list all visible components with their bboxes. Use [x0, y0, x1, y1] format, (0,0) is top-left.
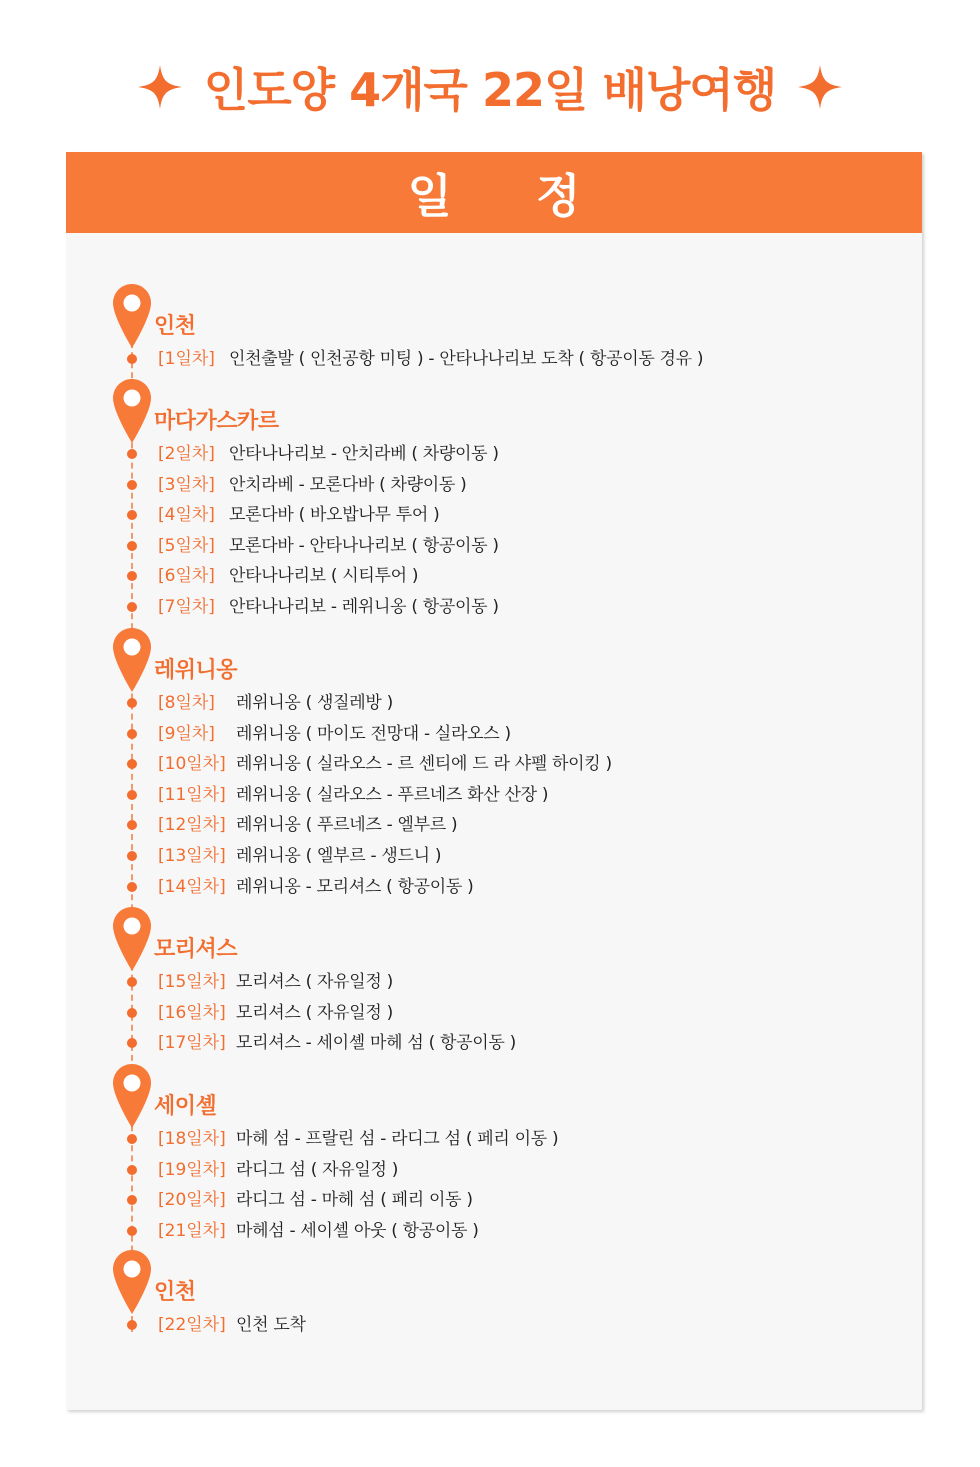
schedule-row: [66, 1187, 922, 1213]
day-label: [22일차]: [158, 1315, 226, 1335]
timeline-dot: [127, 1320, 137, 1330]
day-description: 레위니옹 - 모리셔스 ( 항공이동 ): [236, 876, 474, 897]
day-label: [15일차]: [158, 972, 226, 992]
day-description: 안타나나리보 ( 시티투어 ): [229, 566, 419, 587]
region-name: 레위니옹: [154, 658, 238, 683]
timeline-dot: [127, 790, 137, 800]
schedule-row: [66, 563, 922, 589]
timeline-dot: [127, 977, 137, 987]
page-title: [0, 52, 980, 122]
schedule-row: [66, 843, 922, 869]
timeline-dot: [127, 698, 137, 708]
day-label: [20일차]: [158, 1190, 226, 1211]
sparkle-star-icon: [798, 65, 842, 109]
schedule-row: [66, 1000, 922, 1026]
timeline-dot: [127, 1226, 137, 1236]
schedule-row: [66, 969, 922, 995]
day-description: 라디그 섬 - 마헤 섬 ( 페리 이동 ): [236, 1190, 473, 1211]
timeline-dot: [127, 1134, 137, 1144]
day-description: 라디그 섬 ( 자유일정 ): [236, 1159, 399, 1180]
day-label: [6일차]: [158, 566, 215, 587]
day-description: 마헤 섬 - 프랄린 섬 - 라디그 섬 ( 페리 이동 ): [236, 1129, 559, 1149]
schedule-row: [66, 1157, 922, 1183]
timeline-dot: [127, 571, 137, 581]
day-label: [14일차]: [158, 876, 226, 897]
day-label: [21일차]: [158, 1220, 226, 1241]
timeline-dot: [127, 851, 137, 861]
map-pin-icon: [113, 379, 151, 443]
map-pin-icon: [113, 1064, 151, 1128]
schedule-row: [66, 533, 922, 559]
day-label: [1일차]: [158, 349, 215, 369]
day-label: [7일차]: [158, 597, 215, 617]
timeline-dot: [127, 820, 137, 830]
schedule-row: [66, 690, 922, 716]
day-label: [5일차]: [158, 535, 215, 556]
day-label: [3일차]: [158, 474, 215, 495]
timeline-dot: [127, 602, 137, 612]
schedule-row: [66, 874, 922, 900]
timeline-dot: [127, 354, 137, 364]
schedule-row: [66, 441, 922, 467]
schedule-row: [66, 1030, 922, 1056]
day-label: [17일차]: [158, 1033, 226, 1054]
day-label: [8일차]: [158, 693, 215, 713]
map-pin-icon: [113, 907, 151, 971]
day-description: 레위니옹 ( 푸르네즈 - 엘부르 ): [236, 815, 458, 836]
day-description: 인천출발 ( 인천공항 미팅 ) - 안타나나리보 도착 ( 항공이동 경유 ): [229, 349, 704, 369]
day-description: 안타나나리보 - 레위니옹 ( 항공이동 ): [229, 597, 499, 617]
day-label: [4일차]: [158, 505, 215, 526]
map-pin-icon: [113, 1250, 151, 1314]
timeline-dot: [127, 449, 137, 459]
day-description: 모론다바 ( 바오밥나무 투어 ): [229, 505, 440, 526]
day-label: [13일차]: [158, 846, 226, 866]
day-label: [19일차]: [158, 1159, 226, 1180]
map-pin-icon: [113, 628, 151, 692]
day-label: [12일차]: [158, 815, 226, 836]
day-description: 레위니옹 ( 마이도 전망대 - 실라오스 ): [236, 723, 511, 744]
region-name: 인천: [154, 1280, 196, 1305]
day-description: 안치라베 - 모론다바 ( 차량이동 ): [229, 474, 467, 495]
day-description: 안타나나리보 - 안치라베 ( 차량이동 ): [229, 444, 499, 464]
map-pin-icon: [113, 284, 151, 348]
day-description: 레위니옹 ( 실라오스 - 르 센티에 드 라 샤펠 하이킹 ): [236, 754, 612, 775]
schedule-row: [66, 721, 922, 747]
day-description: 마헤섬 - 세이셸 아웃 ( 항공이동 ): [236, 1220, 479, 1241]
day-label: [18일차]: [158, 1129, 226, 1149]
schedule-row: [66, 1312, 922, 1338]
schedule-row: [66, 751, 922, 777]
timeline-dot: [127, 510, 137, 520]
schedule-banner: 일 정: [66, 152, 922, 233]
timeline-dot: [127, 541, 137, 551]
schedule-card: [66, 152, 922, 1410]
schedule-row: [66, 594, 922, 620]
day-description: 모리셔스 - 세이셸 마헤 섬 ( 항공이동 ): [236, 1033, 516, 1054]
schedule-row: [66, 472, 922, 498]
schedule-row: [66, 346, 922, 372]
schedule-row: [66, 1218, 922, 1244]
day-description: 모리셔스 ( 자유일정 ): [236, 1002, 393, 1023]
day-label: [2일차]: [158, 444, 215, 464]
timeline-dot: [127, 729, 137, 739]
day-description: 레위니옹 ( 엘부르 - 생드니 ): [236, 846, 442, 866]
day-description: 레위니옹 ( 실라오스 - 푸르네즈 화산 산장 ): [236, 784, 549, 805]
region-name: 모리셔스: [154, 937, 238, 962]
schedule-row: [66, 812, 922, 838]
day-description: 레위니옹 ( 생질레방 ): [236, 693, 393, 713]
timeline-dot: [127, 1038, 137, 1048]
timeline-dot: [127, 480, 137, 490]
timeline-dot: [127, 882, 137, 892]
timeline-dot: [127, 759, 137, 769]
region-name: 마다가스카르: [154, 409, 279, 434]
day-label: [10일차]: [158, 754, 226, 775]
day-description: 모리셔스 ( 자유일정 ): [236, 972, 393, 992]
schedule-row: [66, 1126, 922, 1152]
day-description: 모론다바 - 안타나나리보 ( 항공이동 ): [229, 535, 499, 556]
schedule-row: [66, 502, 922, 528]
region-name: 세이셸: [154, 1094, 217, 1119]
timeline-dot: [127, 1195, 137, 1205]
day-label: [11일차]: [158, 784, 226, 805]
sparkle-star-icon: [138, 65, 182, 109]
day-label: [16일차]: [158, 1002, 226, 1023]
timeline-dot: [127, 1165, 137, 1175]
day-label: [9일차]: [158, 723, 215, 744]
day-description: 인천 도착: [236, 1315, 306, 1335]
title-text: 인도양 4개국 22일 배낭여행: [203, 63, 777, 117]
timeline-dot: [127, 1008, 137, 1018]
region-name: 인천: [154, 314, 196, 339]
schedule-row: [66, 782, 922, 808]
